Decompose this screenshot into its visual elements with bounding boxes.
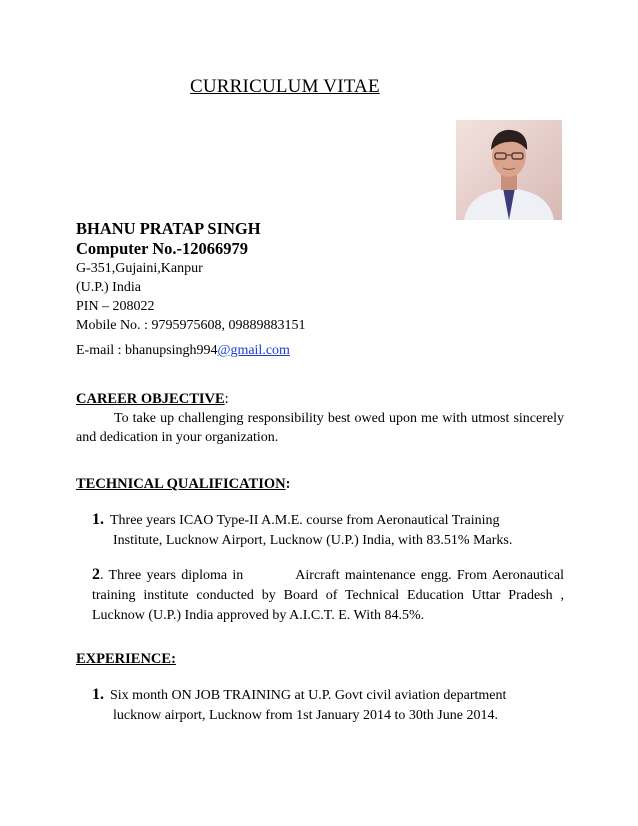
technical-item-1-line1: Three years ICAO Type-II A.M.E. course from Aeronautical Training (110, 513, 500, 528)
portrait-photo (456, 120, 562, 220)
address-line-2: (U.P.) India (76, 280, 141, 295)
experience-item-1-line2: lucknow airport, Lucknow from 1st January 2014 to 30th June 2014. (113, 708, 498, 723)
career-objective-colon: : (224, 391, 229, 407)
technical-qualification-heading (76, 476, 290, 493)
career-objective-text: To take up challenging responsibility best owed upon me with utmost sincerely and dedication in your organization. (76, 411, 564, 445)
email-line (76, 341, 290, 360)
address-line-1: G-351,Gujaini,Kanpur (76, 261, 203, 276)
technical-qualification-title: TECHNICAL QUALIFICATION (76, 476, 286, 492)
portrait-icon (456, 120, 562, 220)
technical-item-2 (92, 565, 568, 626)
list-number: 1. (92, 686, 104, 703)
technical-item-1-line2: Institute, Lucknow Airport, Lucknow (U.P.) India, with 83.51% Marks. (113, 533, 513, 548)
list-number: 1. (92, 511, 104, 528)
list-number: 2 (92, 566, 100, 583)
technical-item-1 (92, 510, 564, 551)
email-link[interactable]: @gmail.com (217, 343, 290, 358)
email-prefix: E-mail : bhanupsingh994 (76, 343, 218, 358)
technical-item-2-text: . Three years diploma in Aircraft maintenance engg. From Aeronautical training institute conducted by Board of Technical Education Uttar Pradesh , Lucknow (U.P.) India approved by A.I.C.T. E. With 84.5%. (92, 568, 568, 623)
experience-heading (76, 651, 176, 668)
technical-qualification-colon: : (285, 476, 291, 492)
computer-number: Computer No.-12066979 (76, 239, 249, 258)
career-objective-heading (76, 391, 229, 408)
experience-title: EXPERIENCE: (76, 651, 176, 667)
experience-item-1 (92, 685, 564, 726)
page-title: CURRICULUM VITAE (190, 76, 380, 97)
contact-block (76, 219, 436, 335)
pin-code: PIN – 208022 (76, 299, 155, 314)
career-objective-title: CAREER OBJECTIVE (76, 391, 225, 407)
experience-item-1-line1: Six month ON JOB TRAINING at U.P. Govt civil aviation department (110, 688, 507, 703)
candidate-name: BHANU PRATAP SINGH (76, 219, 261, 238)
mobile-number: Mobile No. : 9795975608, 09889883151 (76, 318, 306, 333)
